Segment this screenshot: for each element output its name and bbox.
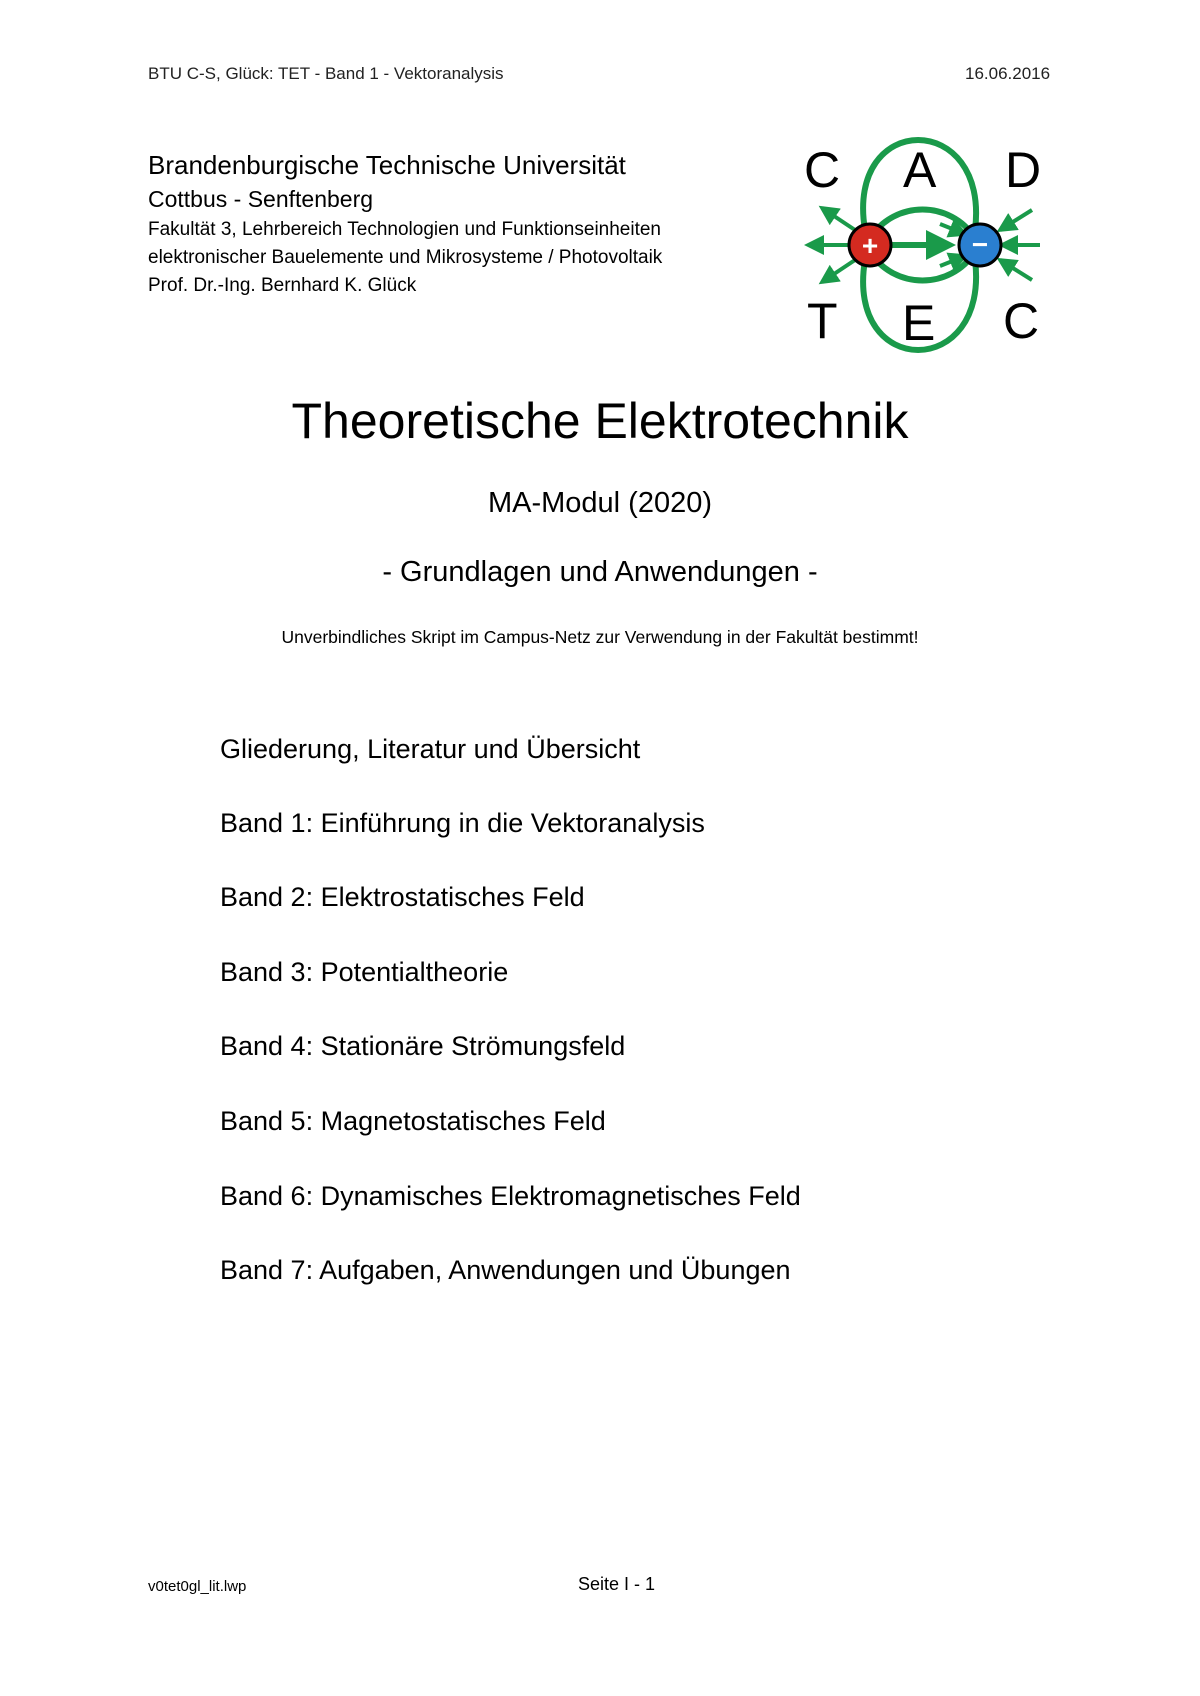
university-location: Cottbus - Senftenberg <box>148 186 374 212</box>
toc-item-band-5: Band 5: Magnetostatisches Feld <box>220 1106 606 1136</box>
arrow-up-right <box>1000 210 1032 230</box>
disclaimer-note: Unverbindliches Skript im Campus-Netz zur Verwendung in der Fakultät bestimmt! <box>281 627 919 647</box>
tagline: - Grundlagen und Anwendungen - <box>382 556 818 588</box>
arrow-down-right <box>1000 260 1032 280</box>
toc-item-band-7: Band 7: Aufgaben, Anwendungen und Übungen <box>220 1255 791 1285</box>
logo-letter-c: C <box>804 142 841 198</box>
toc-item-band-4: Band 4: Stationäre Strömungsfeld <box>220 1031 626 1061</box>
faculty-line-1: Fakultät 3, Lehrbereich Technologien und Funktionseinheiten <box>148 219 661 240</box>
logo-letter-c2: C <box>1003 293 1040 349</box>
footer-filename: v0tet0gl_lit.lwp <box>148 1578 247 1595</box>
toc-item-overview: Gliederung, Literatur und Übersicht <box>220 734 641 764</box>
footer-page-number: Seite I - 1 <box>578 1574 656 1594</box>
minus-icon: − <box>971 229 989 260</box>
logo-letter-d: D <box>1005 142 1042 198</box>
logo-letter-t: T <box>807 293 838 349</box>
header-date: 16.06.2016 <box>965 64 1051 83</box>
logo-letter-e: E <box>902 295 936 351</box>
cadtec-logo <box>790 130 1050 370</box>
toc-item-band-6: Band 6: Dynamisches Elektromagnetisches Feld <box>220 1181 801 1211</box>
logo-letter-a: A <box>903 142 937 198</box>
header-left: BTU C-S, Glück: TET - Band 1 - Vektoranalysis <box>148 64 504 83</box>
plus-icon: + <box>861 230 879 261</box>
toc-item-band-2: Band 2: Elektrostatisches Feld <box>220 882 585 912</box>
university-name: Brandenburgische Technische Universität <box>148 150 626 180</box>
faculty-line-2: elektronischer Bauelemente und Mikrosysteme / Photovoltaik <box>148 247 663 268</box>
arrow-up-left <box>822 208 855 230</box>
document-title: Theoretische Elektrotechnik <box>291 393 909 449</box>
arrow-down-left <box>822 260 855 282</box>
toc-item-band-3: Band 3: Potentialtheorie <box>220 957 509 987</box>
module-subtitle: MA-Modul (2020) <box>487 487 713 519</box>
professor-name: Prof. Dr.-Ing. Bernhard K. Glück <box>148 275 417 296</box>
toc-item-band-1: Band 1: Einführung in die Vektoranalysis <box>220 808 705 838</box>
